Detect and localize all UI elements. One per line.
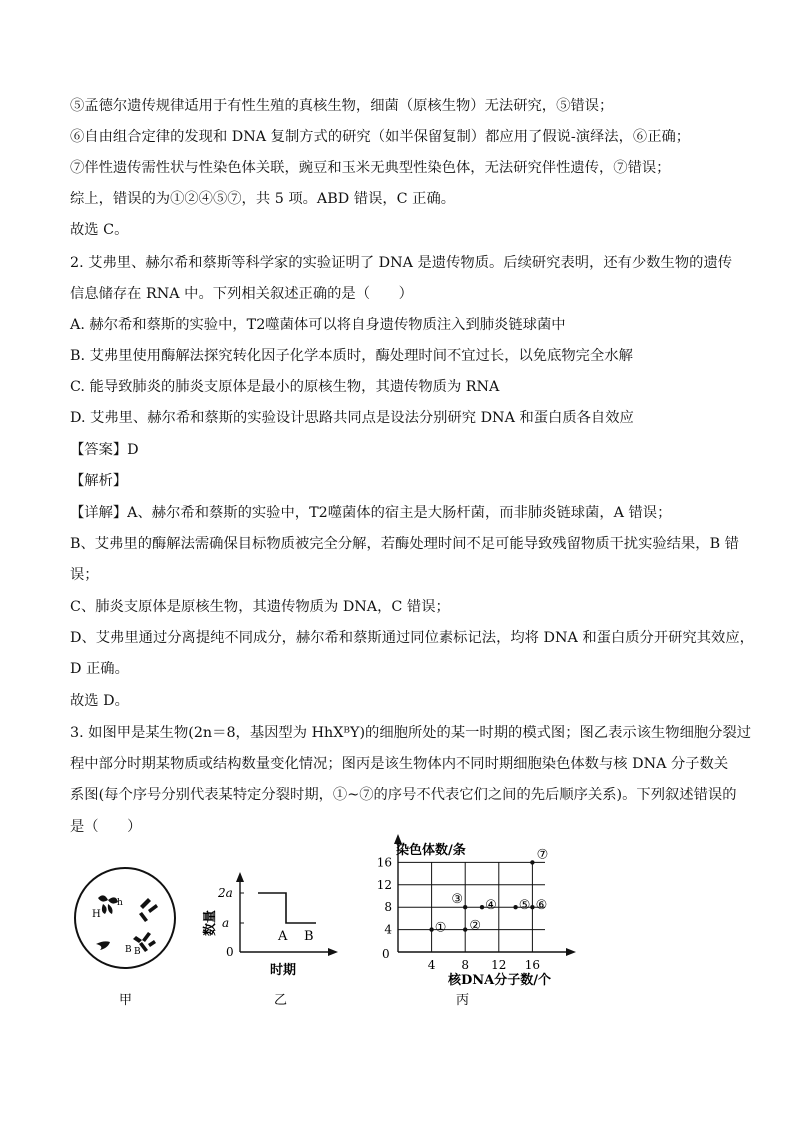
question-2-stem: 2. 艾弗里、赫尔希和蔡斯等科学家的实验证明了 DNA 是遗传物质。后续研究表明，还有少数生物的遗传: [70, 255, 733, 271]
figure-jia-caption: 甲: [119, 993, 133, 1008]
question-3-stem: 系图(每个序号分别代表某特定分裂时期，①~⑦的序号不代表它们之间的先后顺序关系)。下列叙述错误的: [70, 787, 737, 803]
explanation-line: D 正确。: [70, 661, 129, 677]
option-a: A. 赫尔希和蔡斯的实验中，T2噬菌体可以将自身遗传物质注入到肺炎链球菌中: [70, 317, 566, 333]
text-line: ⑤孟德尔遗传规律适用于有性生殖的真核生物，细菌（原核生物）无法研究，⑤错误；: [70, 98, 614, 114]
point-label: ④: [485, 898, 497, 914]
ytick-label: 16: [376, 855, 392, 870]
point-label: ①: [434, 920, 447, 936]
ytick-0: 0: [226, 945, 234, 959]
point-label: ③: [451, 892, 464, 908]
question-2-stem: 信息储存在 RNA 中。下列相关叙述正确的是（ ）: [70, 286, 413, 302]
bing-origin: 0: [382, 947, 390, 961]
bing-ylabel: 染色体数/条: [396, 843, 466, 858]
point-label: ②: [469, 918, 482, 934]
ytick-2a: 2a: [218, 886, 233, 900]
question-3-stem: 3. 如图甲是某生物(2n＝8，基因型为 HhXᴮY)的细胞所处的某一时期的模式图；图乙表示该生物细胞分裂过: [70, 725, 752, 741]
question-3-stem: 程中部分时期某物质或结构数量变化情况；图丙是该生物体内不同时期细胞染色体数与核 DNA 分子数关: [70, 756, 729, 772]
explanation-line: D、艾弗里通过分离提纯不同成分，赫尔希和蔡斯通过同位素标记法，均将 DNA 和蛋白质分开研究其效应，: [70, 630, 754, 646]
figure-jia-cell-diagram: [70, 860, 180, 1010]
explanation-line: B、艾弗里的酶解法需确保目标物质被完全分解，若酶处理时间不足可能导致残留物质干扰实验结果，B 错: [70, 536, 739, 552]
data-point: [480, 905, 484, 909]
chromosome-bottom-left: [96, 941, 110, 950]
ytick-label: 12: [376, 877, 392, 892]
answer-label: 【答案】D: [70, 442, 139, 458]
data-point: [530, 860, 534, 864]
explanation-line: 故选 D。: [70, 693, 129, 709]
ytick-label: 4: [384, 922, 392, 937]
point-label-a: A: [278, 929, 288, 944]
text-line: 综上，错误的为①②④⑤⑦，共 5 项。ABD 错误，C 正确。: [70, 191, 456, 207]
explanation-line: 误；: [70, 567, 99, 583]
data-point: [530, 905, 534, 909]
tick-labels: [377, 855, 540, 972]
figure-bing-caption: 丙: [456, 993, 470, 1008]
point-label-b: B: [304, 929, 314, 944]
x-axis-arrow: [566, 948, 576, 956]
yi-ylabel: 数量: [203, 909, 218, 936]
gene-label-h-lower: h: [117, 898, 123, 908]
step-line: [258, 893, 316, 923]
text-line: ⑥自由组合定律的发现和 DNA 复制方式的研究（如半保留复制）都应用了假说-演绎法，⑥正确；: [70, 129, 691, 145]
data-point: [429, 927, 433, 931]
figure-yi-step-graph: [200, 860, 340, 1010]
point-label: ⑦: [536, 847, 549, 863]
point-label: ⑥: [535, 898, 548, 914]
yi-xlabel: 时期: [270, 963, 297, 978]
y-axis-arrow: [236, 872, 244, 882]
xtick-label: 12: [491, 958, 507, 972]
data-point: [463, 927, 467, 931]
gene-label-b-right: B: [134, 947, 141, 957]
data-point: [513, 905, 517, 909]
bing-xlabel: 核DNA分子数/个: [448, 973, 551, 988]
data-point: [463, 905, 467, 909]
gene-label-b-left: B: [125, 945, 132, 955]
chromosome-top-right: [139, 898, 158, 922]
figure-bing-scatter-chart: [360, 828, 580, 1008]
ytick-a: a: [222, 916, 230, 930]
text-line: 故选 C。: [70, 222, 129, 238]
question-3-stem: 是（ ）: [70, 819, 142, 835]
data-points: [429, 847, 548, 935]
gene-label-h-upper: H: [92, 909, 101, 920]
option-d: D. 艾弗里、赫尔希和蔡斯的实验设计思路共同点是设法分别研究 DNA 和蛋白质各自效应: [70, 410, 634, 426]
ytick-label: 8: [384, 900, 392, 915]
explanation-line: 【详解】A、赫尔希和蔡斯的实验中，T2噬菌体的宿主是大肠杆菌，而非肺炎链球菌，A 错误；: [70, 505, 672, 521]
xtick-label: 16: [524, 958, 541, 972]
xtick-label: 8: [461, 958, 470, 972]
xtick-label: 4: [427, 958, 436, 972]
text-line: ⑦伴性遗传需性状与性染色体关联，豌豆和玉米无典型性染色体，无法研究伴性遗传，⑦错误；: [70, 160, 671, 176]
explanation-line: C、肺炎支原体是原核生物，其遗传物质为 DNA，C 错误；: [70, 599, 450, 615]
analysis-label: 【解析】: [70, 473, 128, 489]
figure-yi-caption: 乙: [274, 993, 288, 1008]
chromosome-pair-hh: [98, 895, 118, 914]
point-label: ⑤: [518, 898, 531, 914]
option-c: C. 能导致肺炎的肺炎支原体是最小的原核生物，其遗传物质为 RNA: [70, 379, 500, 395]
option-b: B. 艾弗里使用酶解法探究转化因子化学本质时，酶处理时间不宜过长，以免底物完全水解: [70, 348, 633, 364]
x-axis-arrow: [328, 948, 338, 956]
